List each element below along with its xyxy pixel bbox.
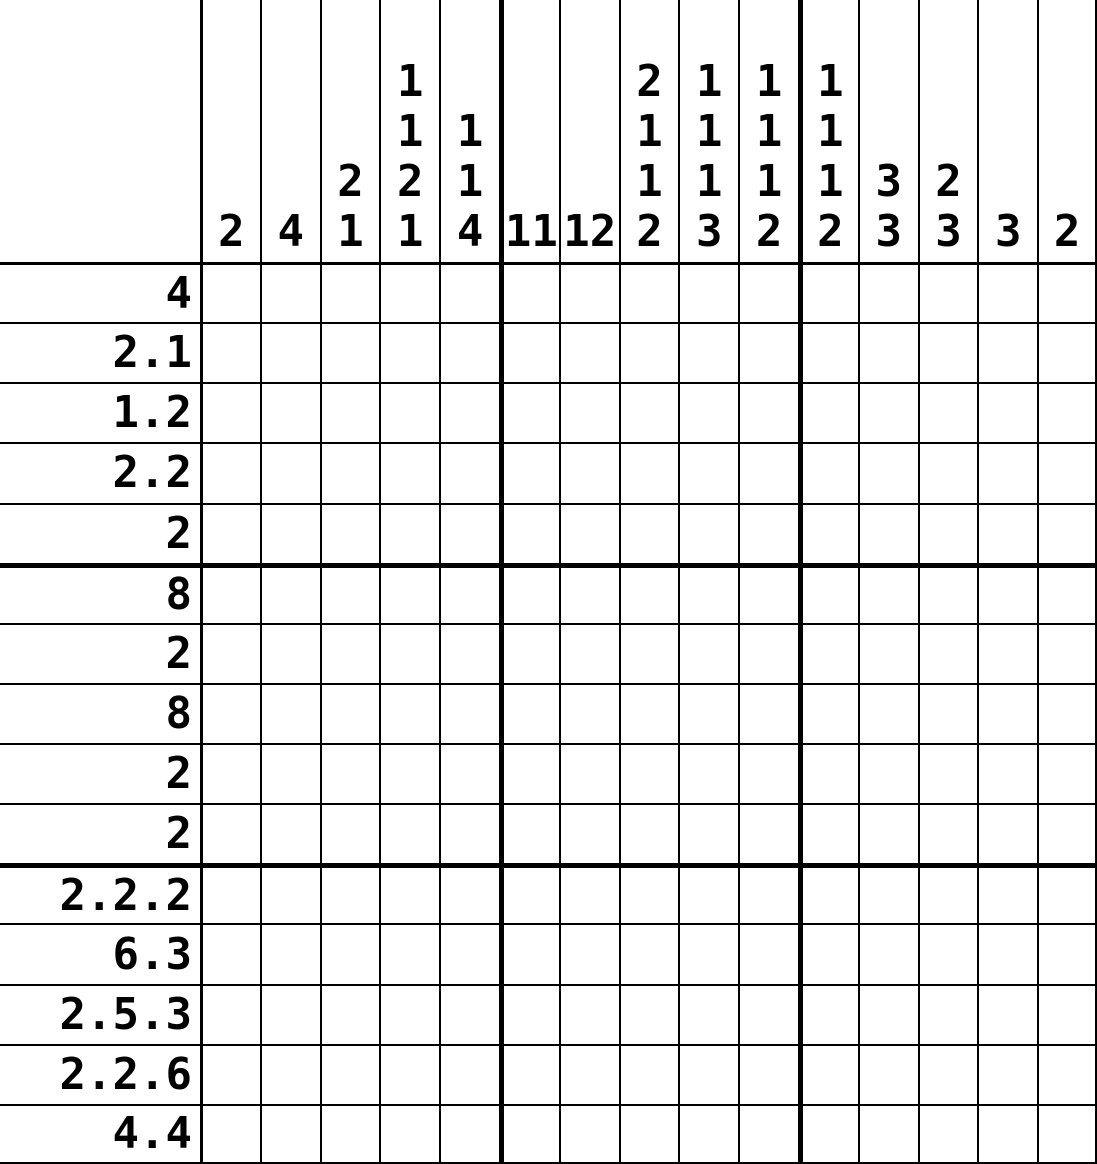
grid-cell[interactable] [499,563,559,623]
grid-cell[interactable] [499,803,559,863]
grid-cell[interactable] [1037,442,1097,502]
grid-cell[interactable] [1037,984,1097,1044]
col-clue-number: 2 [755,206,783,257]
grid-cell[interactable] [1037,563,1097,623]
grid-cell[interactable] [858,863,918,923]
grid-cell[interactable] [738,563,798,623]
grid-cell[interactable] [200,563,260,623]
grid-cell[interactable] [439,923,499,983]
grid-cell[interactable] [1037,262,1097,322]
grid-cell[interactable] [260,442,320,502]
grid-cell[interactable] [798,382,858,442]
col-clue [858,0,918,262]
grid-cell[interactable] [439,563,499,623]
grid-cell[interactable] [260,1104,320,1164]
col-clue [738,0,798,262]
col-clue-number: 1 [696,56,723,107]
grid-cell[interactable] [379,442,439,502]
grid-cell[interactable] [678,1044,738,1104]
grid-cell[interactable] [320,683,380,743]
grid-cell[interactable] [858,803,918,863]
grid-cell[interactable] [678,623,738,683]
grid-cell[interactable] [379,984,439,1044]
grid-cell[interactable] [499,262,559,322]
grid-cell[interactable] [260,803,320,863]
grid-cell[interactable] [559,743,619,803]
grid-cell[interactable] [619,1044,679,1104]
grid-cell[interactable] [977,563,1037,623]
col-clue-number: 1 [456,106,484,157]
grid-cell[interactable] [559,923,619,983]
grid-cell[interactable] [320,923,380,983]
grid-cell[interactable] [858,923,918,983]
grid-cell[interactable] [738,803,798,863]
grid-cell[interactable] [738,503,798,563]
grid-cell[interactable] [499,442,559,502]
grid-cell[interactable] [678,503,738,563]
grid-cell[interactable] [1037,1044,1097,1104]
grid-cell[interactable] [798,1044,858,1104]
grid-cell[interactable] [798,984,858,1044]
grid-cell[interactable] [260,984,320,1044]
grid-cell[interactable] [858,322,918,382]
row-clue: 2 [0,803,200,863]
grid-cell[interactable] [499,503,559,563]
grid-cell[interactable] [798,803,858,863]
grid-cell[interactable] [619,743,679,803]
grid-cell[interactable] [499,923,559,983]
grid-cell[interactable] [379,1104,439,1164]
col-clue-number: 1 [696,156,723,207]
grid-cell[interactable] [918,563,978,623]
grid-cell[interactable] [1037,322,1097,382]
grid-cell[interactable] [439,442,499,502]
grid-cell[interactable] [439,984,499,1044]
grid-cell[interactable] [320,382,380,442]
grid-cell[interactable] [439,503,499,563]
grid-cell[interactable] [977,863,1037,923]
grid-cell[interactable] [918,923,978,983]
grid-cell[interactable] [619,442,679,502]
col-clue-number: 1 [397,56,424,107]
grid-cell[interactable] [200,743,260,803]
grid-cell[interactable] [379,683,439,743]
grid-cell[interactable] [678,382,738,442]
grid-cell[interactable] [379,563,439,623]
row-clue: 2.1 [0,322,200,382]
grid-cell[interactable] [738,1044,798,1104]
grid-cell[interactable] [678,803,738,863]
grid-cell[interactable] [977,382,1037,442]
col-clue-number: 4 [456,206,484,257]
grid-cell[interactable] [320,984,380,1044]
grid-cell[interactable] [858,563,918,623]
grid-cell[interactable] [260,683,320,743]
col-clue-number: 1 [817,106,844,157]
col-clue-number: 1 [397,206,424,257]
grid-cell[interactable] [559,683,619,743]
grid-cell[interactable] [977,1104,1037,1164]
grid-cell[interactable] [499,984,559,1044]
grid-cell[interactable] [260,503,320,563]
row-clue: 2.2 [0,442,200,502]
grid-cell[interactable] [798,923,858,983]
col-clue-number: 12 [563,206,617,257]
grid-cell[interactable] [858,683,918,743]
grid-cell[interactable] [858,623,918,683]
col-clue-number: 1 [636,106,663,157]
grid-cell[interactable] [738,683,798,743]
col-clue-number: 3 [935,206,962,257]
grid-cell[interactable] [619,623,679,683]
grid-cell[interactable] [559,623,619,683]
grid-cell[interactable] [858,1044,918,1104]
grid-cell[interactable] [379,1044,439,1104]
grid-cell[interactable] [200,382,260,442]
grid-cell[interactable] [738,322,798,382]
grid-cell[interactable] [678,322,738,382]
row-clue: 1.2 [0,382,200,442]
grid-cell[interactable] [678,863,738,923]
grid-cell[interactable] [1037,623,1097,683]
grid-cell[interactable] [1037,503,1097,563]
grid-cell[interactable] [260,923,320,983]
grid-cell[interactable] [798,322,858,382]
grid-cell[interactable] [798,442,858,502]
grid-cell[interactable] [738,623,798,683]
grid-cell[interactable] [678,262,738,322]
row-clue: 2 [0,623,200,683]
grid-cell[interactable] [320,442,380,502]
grid-cell[interactable] [738,923,798,983]
grid-cell[interactable] [1037,743,1097,803]
grid-cell[interactable] [200,262,260,322]
col-clue-number: 3 [696,206,723,257]
grid-cell[interactable] [977,923,1037,983]
grid-cell[interactable] [738,382,798,442]
grid-cell[interactable] [678,1104,738,1164]
grid-cell[interactable] [260,863,320,923]
grid-cell[interactable] [798,1104,858,1164]
grid-cell[interactable] [320,623,380,683]
row-clue: 6.3 [0,923,200,983]
grid-cell[interactable] [320,803,380,863]
grid-cell[interactable] [738,743,798,803]
grid-cell[interactable] [619,803,679,863]
grid-cell[interactable] [798,262,858,322]
grid-cell[interactable] [439,803,499,863]
col-clue-number: 3 [995,206,1022,257]
grid-cell[interactable] [918,442,978,502]
col-clue [918,0,978,262]
col-clue-number: 3 [875,156,902,207]
grid-cell[interactable] [858,984,918,1044]
grid-cell[interactable] [499,382,559,442]
col-clue-number: 2 [817,206,844,257]
grid-cell[interactable] [977,262,1037,322]
grid-cell[interactable] [858,442,918,502]
grid-cell[interactable] [439,262,499,322]
grid-cell[interactable] [439,382,499,442]
grid-cell[interactable] [559,322,619,382]
grid-cell[interactable] [559,563,619,623]
row-clue: 2.2.6 [0,1044,200,1104]
grid-cell[interactable] [260,1044,320,1104]
col-clue [379,0,439,262]
grid-cell[interactable] [738,863,798,923]
col-clue [678,0,738,262]
grid-cell[interactable] [1037,923,1097,983]
grid-cell[interactable] [559,803,619,863]
grid-cell[interactable] [918,863,978,923]
grid-cell[interactable] [559,863,619,923]
grid-cell[interactable] [619,863,679,923]
col-clue [977,0,1037,262]
grid-cell[interactable] [439,1044,499,1104]
grid-cell[interactable] [379,503,439,563]
grid-cell[interactable] [499,683,559,743]
grid-cell[interactable] [918,803,978,863]
col-clue-number: 1 [817,156,844,207]
col-clue-number: 2 [636,56,663,107]
grid-cell[interactable] [260,382,320,442]
grid-cell[interactable] [619,322,679,382]
grid-cell[interactable] [379,262,439,322]
grid-cell[interactable] [738,442,798,502]
row-clue: 4.4 [0,1104,200,1164]
grid-cell[interactable] [439,322,499,382]
grid-cell[interactable] [977,623,1037,683]
grid-cell[interactable] [320,563,380,623]
grid-cell[interactable] [320,322,380,382]
grid-cell[interactable] [977,743,1037,803]
grid-cell[interactable] [798,683,858,743]
row-clue: 2 [0,503,200,563]
row-clue: 2.5.3 [0,984,200,1044]
grid-cell[interactable] [619,1104,679,1164]
col-clue-number: 1 [817,56,844,107]
col-clue-number: 2 [218,206,245,257]
grid-cell[interactable] [499,322,559,382]
grid-cell[interactable] [320,503,380,563]
grid-cell[interactable] [559,1044,619,1104]
col-clue-number: 1 [636,156,663,207]
col-clue [260,0,320,262]
grid-cell[interactable] [977,442,1037,502]
grid-cell[interactable] [977,683,1037,743]
grid-cell[interactable] [918,262,978,322]
grid-cell[interactable] [320,743,380,803]
grid-cell[interactable] [619,563,679,623]
col-clue-number: 2 [1053,206,1081,257]
grid-cell[interactable] [200,923,260,983]
grid-cell[interactable] [678,923,738,983]
clue-corner [0,0,200,262]
grid-cell[interactable] [320,262,380,322]
grid-cell[interactable] [798,863,858,923]
grid-cell[interactable] [200,503,260,563]
grid-cell[interactable] [200,683,260,743]
grid-cell[interactable] [200,322,260,382]
grid-cell[interactable] [918,623,978,683]
grid-cell[interactable] [918,382,978,442]
grid-cell[interactable] [559,503,619,563]
col-clue [1037,0,1097,262]
grid-cell[interactable] [678,563,738,623]
grid-cell[interactable] [678,442,738,502]
grid-cell[interactable] [798,563,858,623]
grid-cell[interactable] [260,322,320,382]
grid-cell[interactable] [977,803,1037,863]
col-clue-number: 1 [755,56,783,107]
grid-cell[interactable] [619,382,679,442]
grid-cell[interactable] [559,382,619,442]
grid-cell[interactable] [738,1104,798,1164]
grid-cell[interactable] [619,262,679,322]
grid-cell[interactable] [858,1104,918,1164]
grid-cell[interactable] [200,623,260,683]
grid-cell[interactable] [260,743,320,803]
col-clue-number: 1 [397,106,424,157]
grid-cell[interactable] [918,743,978,803]
grid-cell[interactable] [798,743,858,803]
col-clue [320,0,380,262]
col-clue-number: 1 [456,156,484,207]
col-clue [200,0,260,262]
grid-cell[interactable] [379,923,439,983]
grid-cell[interactable] [379,863,439,923]
grid-cell[interactable] [1037,863,1097,923]
grid-cell[interactable] [798,503,858,563]
grid-cell[interactable] [260,563,320,623]
grid-cell[interactable] [619,683,679,743]
col-clue-number: 1 [755,156,783,207]
grid-cell[interactable] [559,442,619,502]
row-clue: 8 [0,683,200,743]
grid-cell[interactable] [918,1044,978,1104]
grid-cell[interactable] [918,1104,978,1164]
grid-cell[interactable] [1037,683,1097,743]
grid-cell[interactable] [200,442,260,502]
grid-cell[interactable] [559,262,619,322]
col-clue-number: 2 [636,206,663,257]
grid-cell[interactable] [858,503,918,563]
row-clue: 2 [0,743,200,803]
grid-cell[interactable] [918,322,978,382]
grid-cell[interactable] [977,1044,1037,1104]
grid-cell[interactable] [738,984,798,1044]
grid-cell[interactable] [439,1104,499,1164]
col-clue-number: 1 [696,106,723,157]
grid-cell[interactable] [320,1104,380,1164]
grid-cell[interactable] [439,863,499,923]
grid-cell[interactable] [559,1104,619,1164]
grid-cell[interactable] [200,863,260,923]
col-clue [619,0,679,262]
grid-cell[interactable] [977,503,1037,563]
grid-cell[interactable] [200,1104,260,1164]
grid-cell[interactable] [619,923,679,983]
grid-cell[interactable] [499,863,559,923]
col-clue-number: 11 [504,206,558,257]
grid-cell[interactable] [858,743,918,803]
grid-cell[interactable] [260,623,320,683]
grid-cell[interactable] [499,1044,559,1104]
grid-cell[interactable] [918,984,978,1044]
col-clue-number: 1 [755,106,783,157]
col-clue [798,0,858,262]
grid-cell[interactable] [678,683,738,743]
col-clue [499,0,559,262]
grid-cell[interactable] [439,743,499,803]
grid-cell[interactable] [977,984,1037,1044]
row-clue: 8 [0,563,200,623]
col-clue-number: 2 [935,156,962,207]
grid-cell[interactable] [1037,803,1097,863]
grid-cell[interactable] [260,262,320,322]
grid-cell[interactable] [678,984,738,1044]
grid-cell[interactable] [320,863,380,923]
grid-cell[interactable] [379,803,439,863]
grid-cell[interactable] [798,623,858,683]
col-clue-number: 2 [337,156,364,207]
grid-cell[interactable] [858,262,918,322]
grid-cell[interactable] [499,743,559,803]
grid-cell[interactable] [379,623,439,683]
col-clue-number: 4 [277,206,304,257]
grid-cell[interactable] [439,623,499,683]
grid-cell[interactable] [918,683,978,743]
col-clue-number: 1 [337,206,364,257]
grid-cell[interactable] [858,382,918,442]
grid-cell[interactable] [439,683,499,743]
grid-cell[interactable] [200,803,260,863]
grid-cell[interactable] [379,322,439,382]
row-clue: 2.2.2 [0,863,200,923]
grid-cell[interactable] [379,743,439,803]
col-clue-number: 3 [875,206,902,257]
grid-cell[interactable] [678,743,738,803]
grid-cell[interactable] [379,382,439,442]
grid-cell[interactable] [1037,1104,1097,1164]
grid-cell[interactable] [918,503,978,563]
col-clue [559,0,619,262]
col-clue [439,0,499,262]
grid-cell[interactable] [200,1044,260,1104]
grid-cell[interactable] [977,322,1037,382]
grid-cell[interactable] [738,262,798,322]
row-clue: 4 [0,262,200,322]
grid-cell[interactable] [559,984,619,1044]
grid-cell[interactable] [499,1104,559,1164]
grid-cell[interactable] [1037,382,1097,442]
grid-cell[interactable] [200,984,260,1044]
grid-cell[interactable] [619,984,679,1044]
grid-cell[interactable] [619,503,679,563]
grid-cell[interactable] [499,623,559,683]
grid-cell[interactable] [320,1044,380,1104]
col-clue-number: 2 [397,156,424,207]
